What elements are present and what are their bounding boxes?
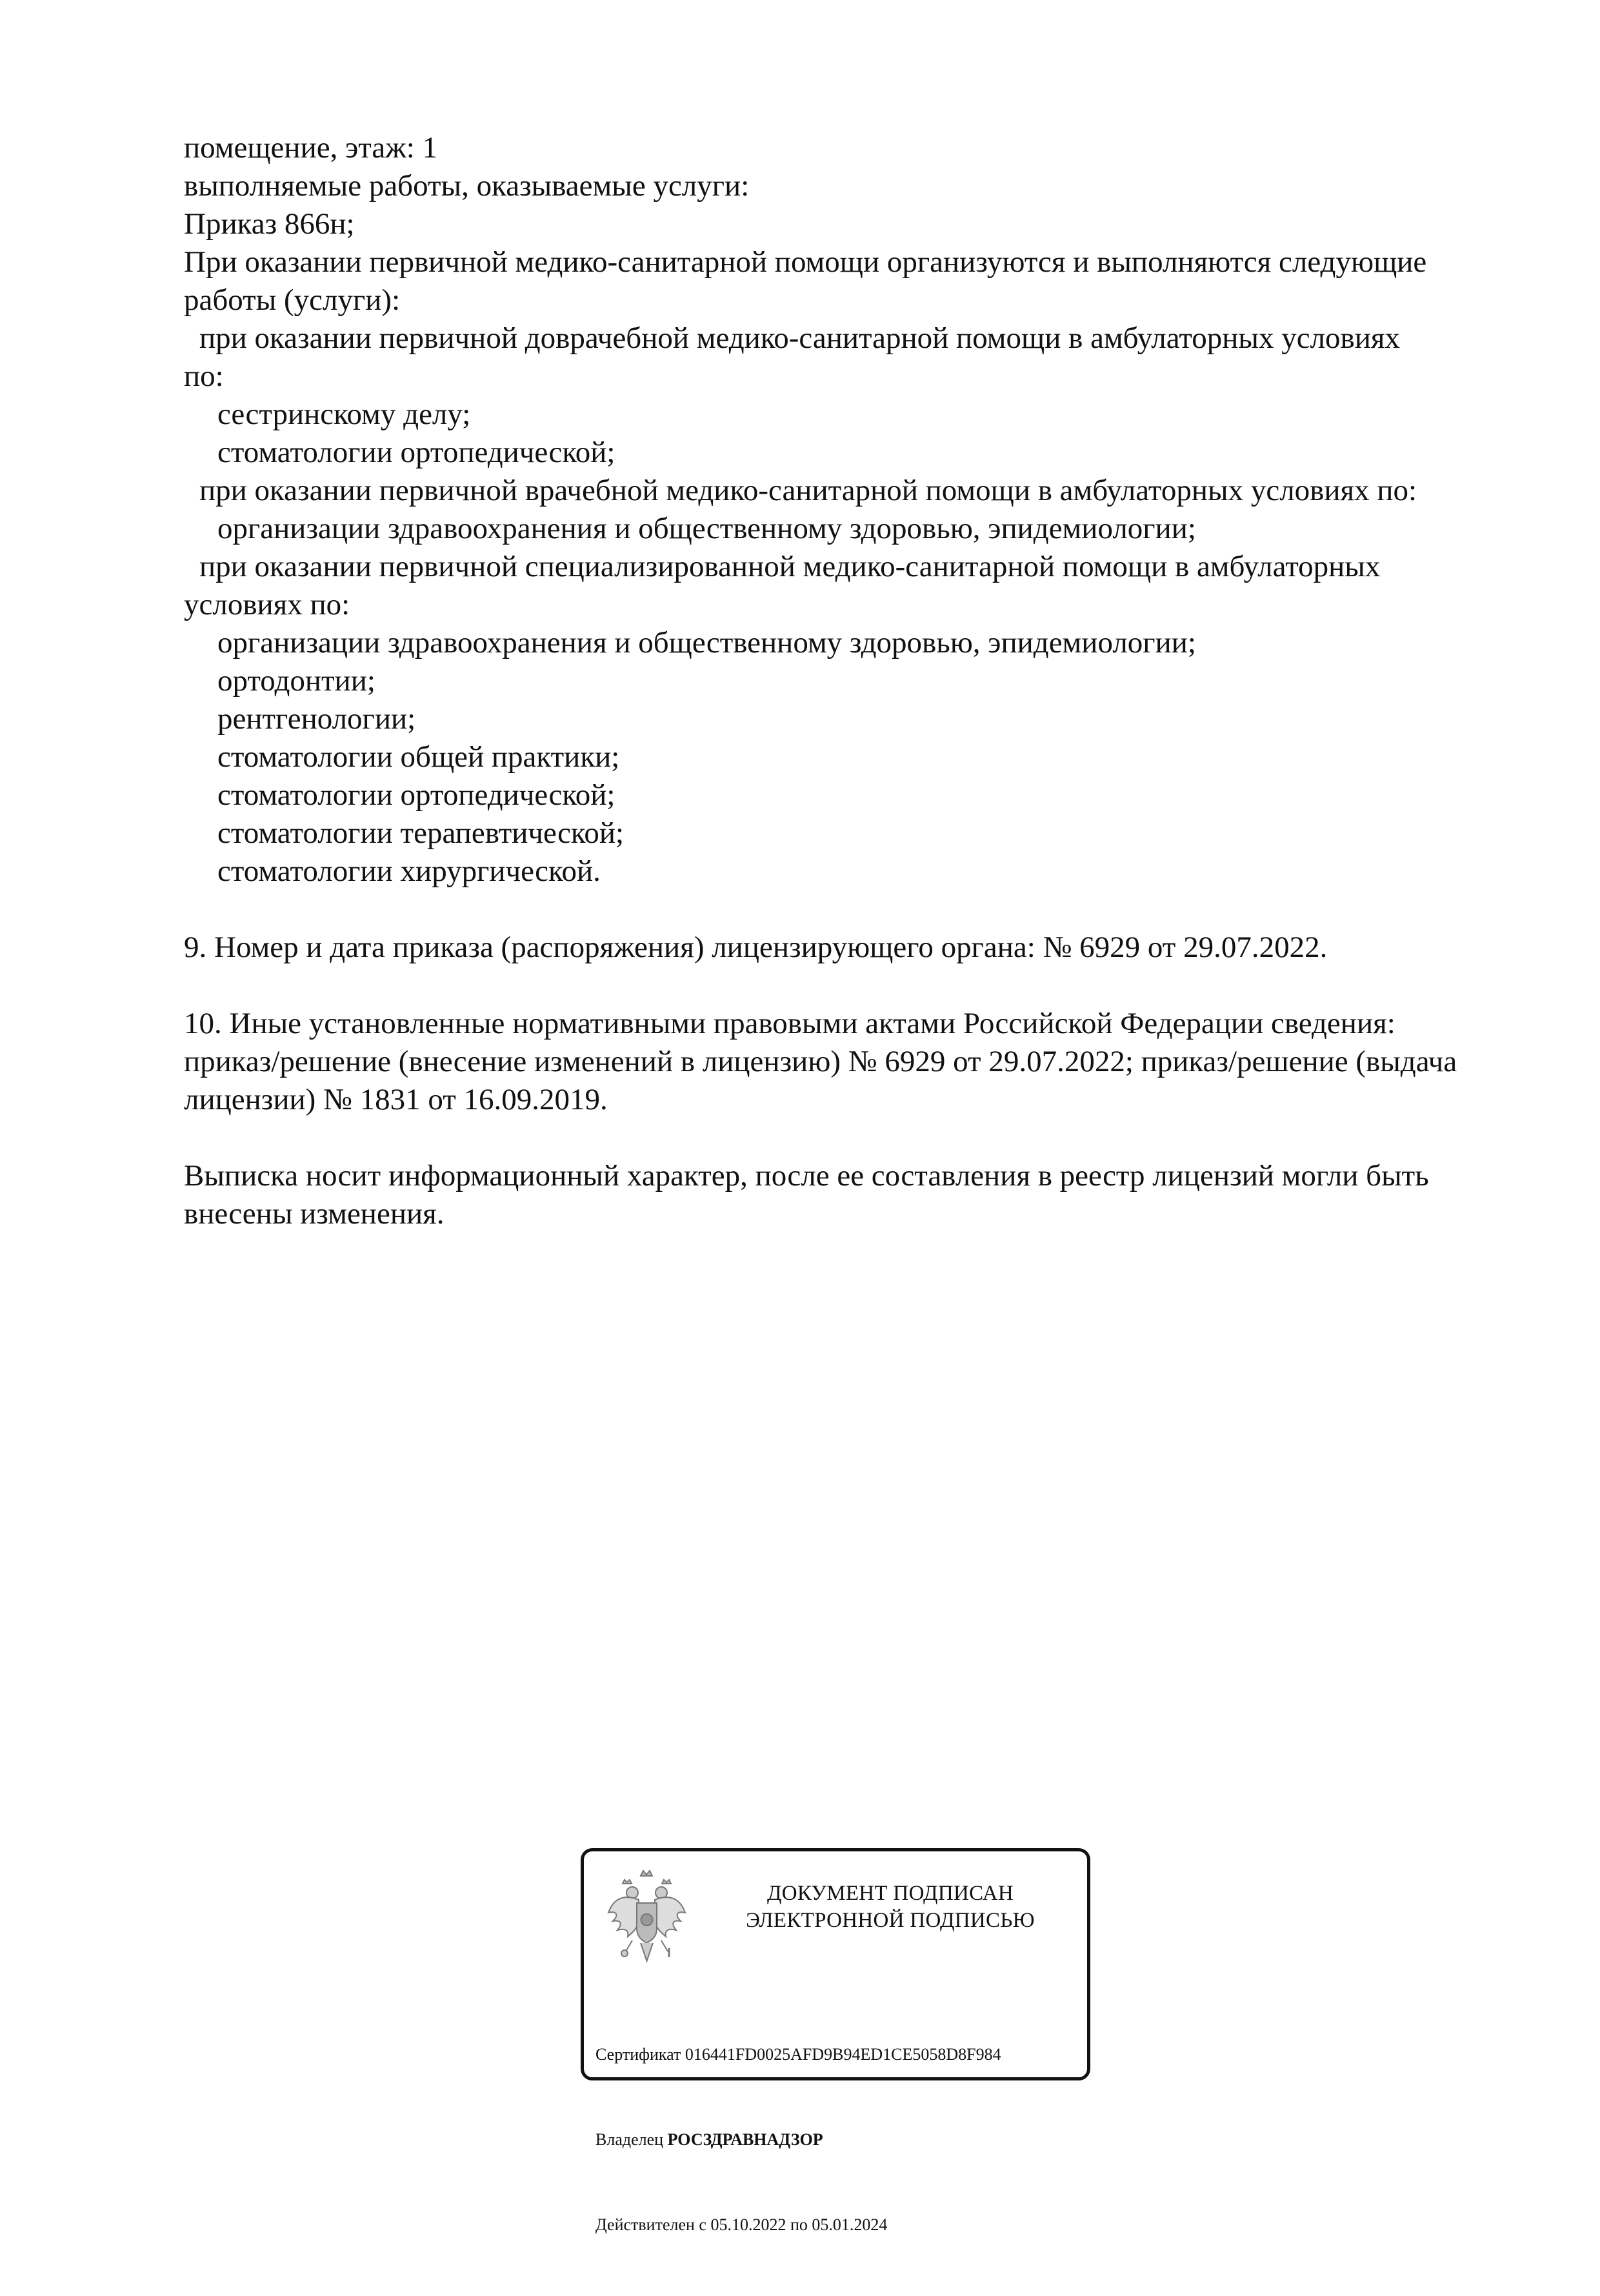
text-line: рентгенологии;	[217, 702, 416, 736]
certificate-label: Сертификат	[595, 2045, 685, 2064]
text-line: ортодонтии;	[217, 664, 375, 698]
certificate-row	[595, 2040, 1001, 2069]
electronic-signature-stamp	[581, 1848, 1090, 2234]
owner-row	[595, 2126, 1001, 2154]
text-line: стоматологии терапевтической;	[217, 816, 625, 850]
paragraph-gap	[184, 967, 1506, 1005]
text-line: при оказании первичной врачебной медико-санитарной помощи в амбулаторных условиях по:	[199, 474, 1417, 507]
owner-label: Владелец	[595, 2130, 668, 2149]
text-line: выполняемые работы, оказываемые услуги:	[184, 169, 750, 203]
stamp-details	[595, 1984, 1001, 2296]
text-line: При оказании первичной медико-санитарной помощи организуются и выполняются следующие	[184, 245, 1427, 279]
text-line: помещение, этаж: 1	[184, 131, 438, 165]
section-10-line: лицензии) № 1831 от 16.09.2019.	[184, 1083, 608, 1116]
section-10-line: приказ/решение (внесение изменений в лицензию) № 6929 от 29.07.2022; приказ/решение (выдача	[184, 1045, 1457, 1078]
text-line: при оказании первичной доврачебной медико-санитарной помощи в амбулаторных условиях	[199, 321, 1401, 355]
paragraph-gap	[184, 891, 1506, 929]
validity-row: Действителен с 05.10.2022 по 05.01.2024	[595, 2215, 888, 2234]
paragraph-gap	[184, 1119, 1506, 1157]
text-line: стоматологии ортопедической;	[217, 778, 615, 812]
section-9: 9. Номер и дата приказа (распоряжения) лицензирующего органа: № 6929 от 29.07.2022.	[184, 931, 1328, 964]
owner-value: РОСЗДРАВНАДЗОР	[667, 2130, 823, 2149]
text-line: Приказ 866н;	[184, 207, 355, 241]
stamp-title-line: ДОКУМЕНТ ПОДПИСАН	[766, 1882, 1014, 1905]
certificate-value: 016441FD0025AFD9B94ED1CE5058D8F984	[685, 2045, 1001, 2064]
text-line: стоматологии ортопедической;	[217, 436, 615, 469]
stamp-title-line: ЭЛЕКТРОННОЙ ПОДПИСЬЮ	[746, 1909, 1035, 1932]
coat-of-arms-icon	[603, 1864, 690, 1968]
text-line: стоматологии общей практики;	[217, 740, 620, 774]
disclaimer-line: внесены изменения.	[184, 1197, 445, 1231]
stamp-title	[706, 1880, 1074, 1934]
text-line: организации здравоохранения и общественному здоровью, эпидемиологии;	[217, 626, 1196, 660]
section-10-line: 10. Иные установленные нормативными правовыми актами Российской Федерации сведения:	[184, 1007, 1395, 1040]
disclaimer-line: Выписка носит информационный характер, после ее составления в реестр лицензий могли быть	[184, 1159, 1429, 1193]
text-line: сестринскому делу;	[217, 398, 471, 431]
text-line: стоматологии хирургической.	[217, 854, 601, 888]
text-line: условиях по:	[184, 588, 350, 621]
text-line: по:	[184, 359, 224, 393]
text-line: при оказании первичной специализированной медико-санитарной помощи в амбулаторных	[199, 550, 1381, 583]
text-line: работы (услуги):	[184, 283, 401, 317]
document-body	[184, 129, 1506, 1233]
text-line: организации здравоохранения и общественному здоровью, эпидемиологии;	[217, 512, 1196, 545]
